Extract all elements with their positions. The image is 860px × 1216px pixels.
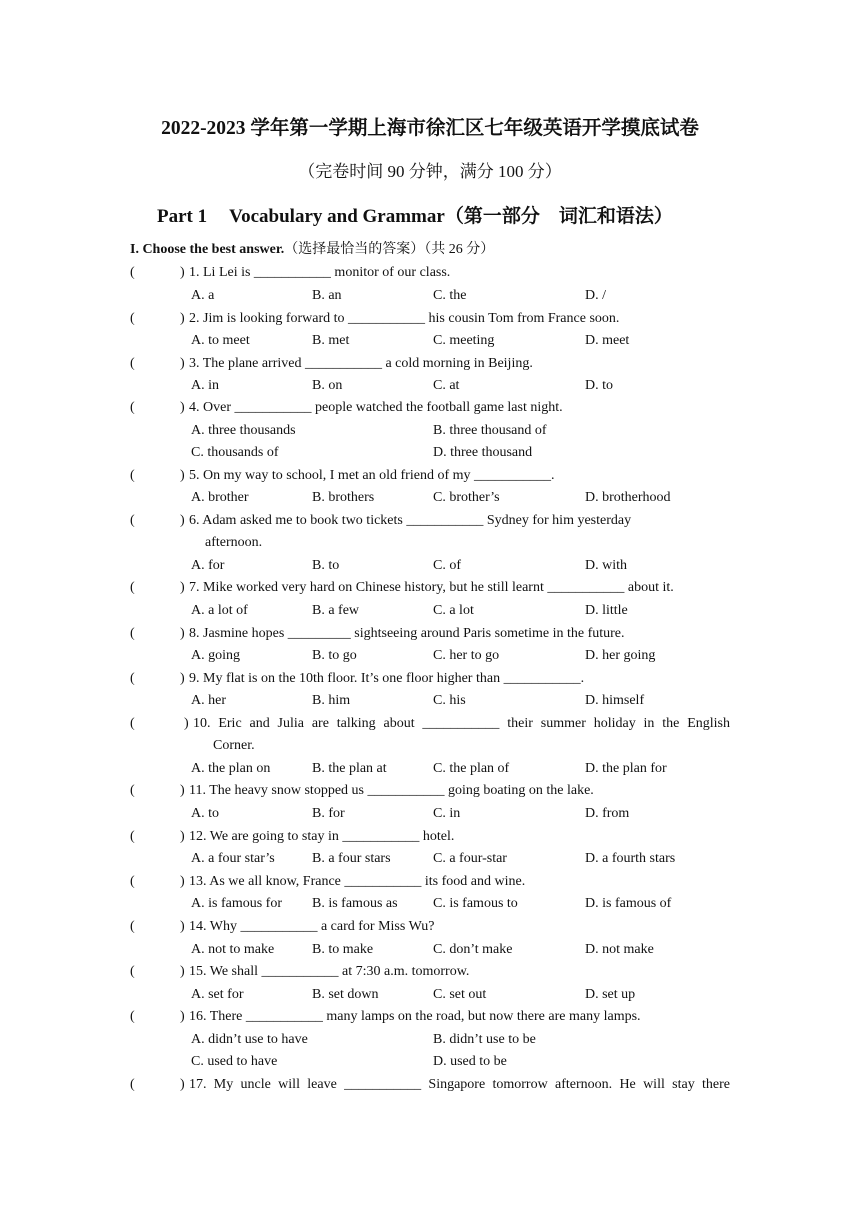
option-c: C. a four-star [433,851,507,866]
option-c: C. at [433,378,460,393]
question-text: 2. Jim is looking forward to ___________ his cousin Tom from France soon. [189,311,620,326]
option-c: C. used to have [191,1054,278,1069]
answer-paren-open: ( [130,874,135,889]
option-a: A. the plan on [191,761,271,776]
question-text: 16. There ___________ many lamps on the road, but now there are many lamps. [189,1009,641,1024]
option-c: C. the [433,288,467,303]
option-d: D. to [585,378,613,393]
option-d: D. a fourth stars [585,851,676,866]
option-d: D. little [585,603,628,618]
option-a: A. for [191,558,225,573]
section-note: （选择最恰当的答案）（共 26 分） [284,242,495,257]
option-d: D. used to be [433,1054,507,1069]
option-a: A. is famous for [191,896,282,911]
option-b: B. set down [312,987,379,1002]
answer-paren-close: ) [180,964,185,979]
option-d: D. the plan for [585,761,667,776]
option-a: A. to meet [191,333,250,348]
answer-paren-close: ) [180,1077,185,1092]
answer-paren-open: ( [130,400,135,415]
question-text: 12. We are going to stay in ___________ hotel. [189,829,455,844]
option-c: C. is famous to [433,896,518,911]
answer-paren-close: ) [180,580,185,595]
option-b: B. to make [312,942,374,957]
option-a: A. going [191,648,240,663]
answer-paren-open: ( [130,671,135,686]
option-b: B. for [312,806,345,821]
part-title: Vocabulary and Grammar（第一部分 词汇和语法） [229,206,673,227]
option-b: B. to go [312,648,357,663]
question-text: 17. My uncle will leave ___________ Singapore tomorrow afternoon. He will stay there [189,1077,730,1092]
option-b: B. didn’t use to be [433,1032,536,1047]
question-text: 1. Li Lei is ___________ monitor of our class. [189,265,451,280]
exam-title: 2022-2023 学年第一学期上海市徐汇区七年级英语开学摸底试卷 [161,118,699,139]
option-b: B. the plan at [312,761,387,776]
question-text: 8. Jasmine hopes _________ sightseeing around Paris sometime in the future. [189,626,625,641]
option-a: A. three thousands [191,423,296,438]
option-d: D. brotherhood [585,490,671,505]
answer-paren-close: ) [180,468,185,483]
option-d: D. three thousand [433,445,533,460]
option-c: C. a lot [433,603,474,618]
answer-paren-close: ) [180,919,185,934]
option-c: C. of [433,558,461,573]
option-d: D. with [585,558,627,573]
option-d: D. himself [585,693,645,708]
question-text-continued: Corner. [213,738,255,753]
answer-paren-close: ) [180,829,185,844]
question-text: 13. As we all know, France ___________ its food and wine. [189,874,526,889]
option-c: C. set out [433,987,487,1002]
question-text: 11. The heavy snow stopped us ___________ going boating on the lake. [189,783,594,798]
answer-paren-close: ) [184,716,189,731]
option-c: C. thousands of [191,445,279,460]
answer-paren-open: ( [130,513,135,528]
answer-paren-close: ) [180,671,185,686]
option-a: A. didn’t use to have [191,1032,308,1047]
option-a: A. brother [191,490,249,505]
option-a: A. a four star’s [191,851,275,866]
option-b: B. a few [312,603,360,618]
answer-paren-open: ( [130,716,135,731]
option-d: D. / [585,288,606,303]
option-b: B. him [312,693,351,708]
option-d: D. her going [585,648,656,663]
answer-paren-open: ( [130,829,135,844]
answer-paren-close: ) [180,783,185,798]
option-a: A. set for [191,987,244,1002]
option-a: A. her [191,693,226,708]
option-c: C. her to go [433,648,500,663]
question-text: 14. Why ___________ a card for Miss Wu? [189,919,435,934]
answer-paren-close: ) [180,626,185,641]
question-text: 10. Eric and Julia are talking about ___________ their summer holiday in the English [193,716,730,731]
option-a: A. in [191,378,219,393]
option-c: C. meeting [433,333,495,348]
question-text: 15. We shall ___________ at 7:30 a.m. tomorrow. [189,964,470,979]
option-b: B. a four stars [312,851,391,866]
option-b: B. to [312,558,340,573]
answer-paren-close: ) [180,874,185,889]
option-c: C. don’t make [433,942,513,957]
question-text: 6. Adam asked me to book two tickets ___________ Sydney for him yesterday [189,513,632,528]
answer-paren-close: ) [180,265,185,280]
option-c: C. brother’s [433,490,500,505]
option-d: D. set up [585,987,636,1002]
option-a: A. a [191,288,215,303]
option-b: B. on [312,378,343,393]
answer-paren-open: ( [130,580,135,595]
answer-paren-close: ) [180,311,185,326]
option-d: D. is famous of [585,896,672,911]
option-b: B. brothers [312,490,375,505]
option-d: D. meet [585,333,630,348]
option-d: D. from [585,806,630,821]
answer-paren-close: ) [180,513,185,528]
answer-paren-open: ( [130,311,135,326]
option-b: B. an [312,288,342,303]
option-b: B. is famous as [312,896,398,911]
option-c: C. the plan of [433,761,510,776]
answer-paren-open: ( [130,468,135,483]
answer-paren-open: ( [130,1077,135,1092]
answer-paren-open: ( [130,265,135,280]
answer-paren-open: ( [130,964,135,979]
option-d: D. not make [585,942,654,957]
section-heading [130,240,494,260]
option-c: C. in [433,806,461,821]
exam-subtitle: （完卷时间 90 分钟，满分 100 分） [298,162,562,181]
option-a: A. a lot of [191,603,248,618]
answer-paren-open: ( [130,356,135,371]
answer-paren-open: ( [130,783,135,798]
question-text: 3. The plane arrived ___________ a cold morning in Beijing. [189,356,533,371]
question-text-continued: afternoon. [205,535,263,550]
option-c: C. his [433,693,466,708]
answer-paren-open: ( [130,626,135,641]
option-a: A. not to make [191,942,275,957]
section-instruction: I. Choose the best answer. [130,242,285,257]
part-heading [157,204,673,230]
answer-paren-open: ( [130,919,135,934]
answer-paren-open: ( [130,1009,135,1024]
option-b: B. met [312,333,350,348]
question-text: 5. On my way to school, I met an old friend of my ___________. [189,468,555,483]
question-text: 9. My flat is on the 10th floor. It’s one floor higher than ___________. [189,671,585,686]
answer-paren-close: ) [180,1009,185,1024]
question-text: 7. Mike worked very hard on Chinese history, but he still learnt ___________ about it. [189,580,674,595]
question-text: 4. Over ___________ people watched the football game last night. [189,400,563,415]
answer-paren-close: ) [180,400,185,415]
part-number: Part 1 [157,206,208,227]
answer-paren-close: ) [180,356,185,371]
option-b: B. three thousand of [433,423,547,438]
option-a: A. to [191,806,219,821]
